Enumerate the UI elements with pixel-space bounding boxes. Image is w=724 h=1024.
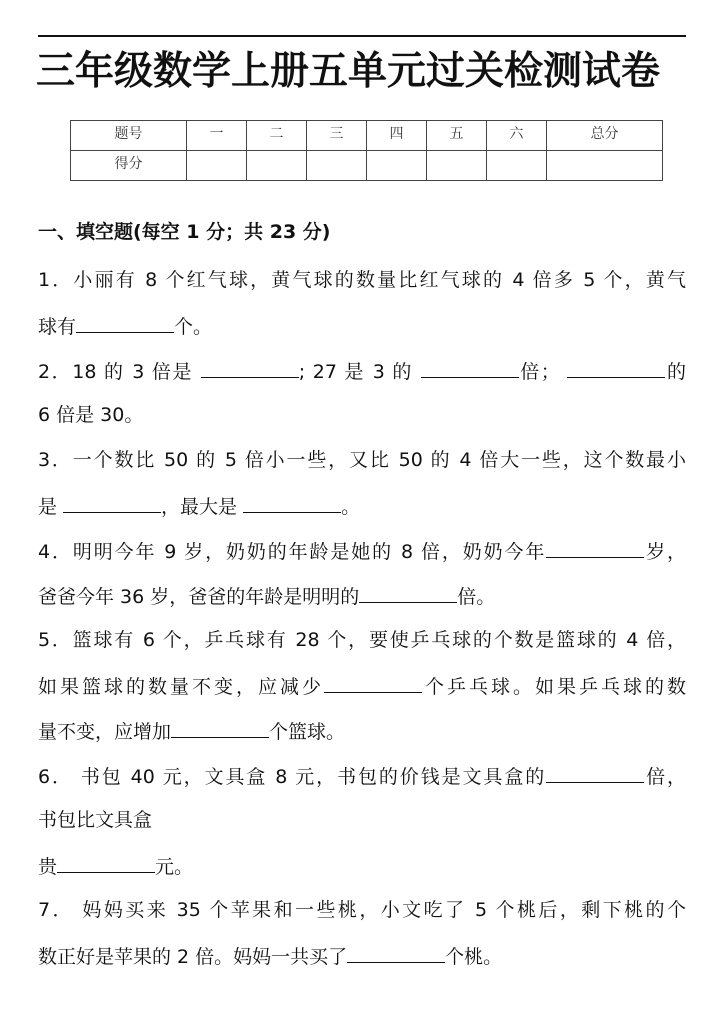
header-cell: 二 <box>247 121 307 151</box>
question-line <box>38 807 686 833</box>
question-line <box>38 537 686 565</box>
question-line <box>38 852 686 880</box>
answer-blank[interactable] <box>567 357 665 378</box>
answer-blank[interactable] <box>546 537 644 558</box>
answer-blank[interactable] <box>546 762 644 783</box>
question-line <box>38 717 686 745</box>
score-cell[interactable] <box>427 151 487 181</box>
score-table-header-row <box>71 121 663 151</box>
question-text: 书包比文具盒 <box>38 809 153 831</box>
question-line <box>38 762 686 790</box>
question-text: 个。 <box>174 316 213 338</box>
question-text: 6． 书包 40 元，文具盒 8 元，书包的价钱是文具盒的 <box>38 766 547 788</box>
question-text: 量不变，应增加 <box>38 721 172 743</box>
score-cell[interactable] <box>367 151 427 181</box>
question-text: 的 <box>665 361 686 383</box>
question-text: 7． 妈妈买来 35 个苹果和一些桃，小文吃了 5 个桃后，剩下桃的个 <box>38 899 686 921</box>
question-text: 爸爸今年 36 岁，爸爸的年龄是明明的 <box>38 586 360 608</box>
score-cell[interactable] <box>247 151 307 181</box>
question-text: 球有 <box>38 316 77 338</box>
question-text: 如果篮球的数量不变，应减少 <box>38 676 324 698</box>
header-cell: 一 <box>187 121 247 151</box>
header-cell: 四 <box>367 121 427 151</box>
answer-blank[interactable] <box>76 312 174 333</box>
question-text: 5．篮球有 6 个，乒乓球有 28 个，要使乒乓球的个数是篮球的 4 倍， <box>38 629 686 651</box>
score-cell[interactable] <box>187 151 247 181</box>
answer-blank[interactable] <box>57 852 155 873</box>
answer-blank[interactable] <box>201 357 299 378</box>
question-text: ; 27 是 3 的 <box>298 361 421 383</box>
question-text: 3．一个数比 50 的 5 倍小一些，又比 50 的 4 倍大一些，这个数最小 <box>38 449 686 471</box>
answer-blank[interactable] <box>421 357 519 378</box>
question-text: 4．明明今年 9 岁，奶奶的年龄是她的 8 倍，奶奶今年 <box>38 541 547 563</box>
score-cell[interactable] <box>487 151 547 181</box>
header-cell: 总分 <box>547 121 663 151</box>
question-line <box>38 357 686 385</box>
question-text: 6 倍是 30。 <box>38 404 144 426</box>
answer-blank[interactable] <box>243 492 341 513</box>
question-line <box>38 582 686 610</box>
score-cell[interactable] <box>307 151 367 181</box>
page-title: 三年级数学上册五单元过关检测试卷 <box>36 49 661 94</box>
header-cell: 题号 <box>71 121 187 151</box>
question-text: 倍； <box>518 361 568 383</box>
question-line <box>38 897 686 923</box>
question-text: 贵 <box>38 856 58 878</box>
score-table <box>70 120 663 181</box>
question-text: 个桃。 <box>445 946 503 968</box>
question-text: 倍， <box>644 766 686 788</box>
question-text: 倍。 <box>457 586 496 608</box>
question-line <box>38 672 686 700</box>
question-text: 个乒乓球。如果乒乓球的数 <box>422 676 686 698</box>
answer-blank[interactable] <box>63 492 161 513</box>
answer-blank[interactable] <box>359 582 457 603</box>
question-line <box>38 312 686 340</box>
question-text: 是 <box>38 496 64 518</box>
question-line <box>38 447 686 473</box>
header-cell: 三 <box>307 121 367 151</box>
question-line <box>38 942 686 970</box>
question-line <box>38 402 686 428</box>
row-label: 得分 <box>71 151 187 181</box>
question-text: 2．18 的 3 倍是 <box>38 361 201 383</box>
section-heading: 一、填空题(每空 1 分；共 23 分) <box>38 221 331 243</box>
answer-blank[interactable] <box>324 672 422 693</box>
question-text: 1．小丽有 8 个红气球，黄气球的数量比红气球的 4 倍多 5 个，黄气 <box>38 269 686 291</box>
score-cell[interactable] <box>547 151 663 181</box>
question-text: 数正好是苹果的 2 倍。妈妈一共买了 <box>38 946 348 968</box>
top-rule <box>38 35 686 37</box>
header-cell: 五 <box>427 121 487 151</box>
answer-blank[interactable] <box>347 942 445 963</box>
question-text: 。 <box>341 496 361 518</box>
question-text: 岁， <box>644 541 686 563</box>
question-text: 个篮球。 <box>269 721 346 743</box>
question-line <box>38 492 686 520</box>
question-line <box>38 627 686 653</box>
question-text: ，最大是 <box>161 496 244 518</box>
question-line <box>38 267 686 293</box>
question-text: 元。 <box>155 856 194 878</box>
answer-blank[interactable] <box>171 717 269 738</box>
score-table-score-row <box>71 151 663 181</box>
header-cell: 六 <box>487 121 547 151</box>
